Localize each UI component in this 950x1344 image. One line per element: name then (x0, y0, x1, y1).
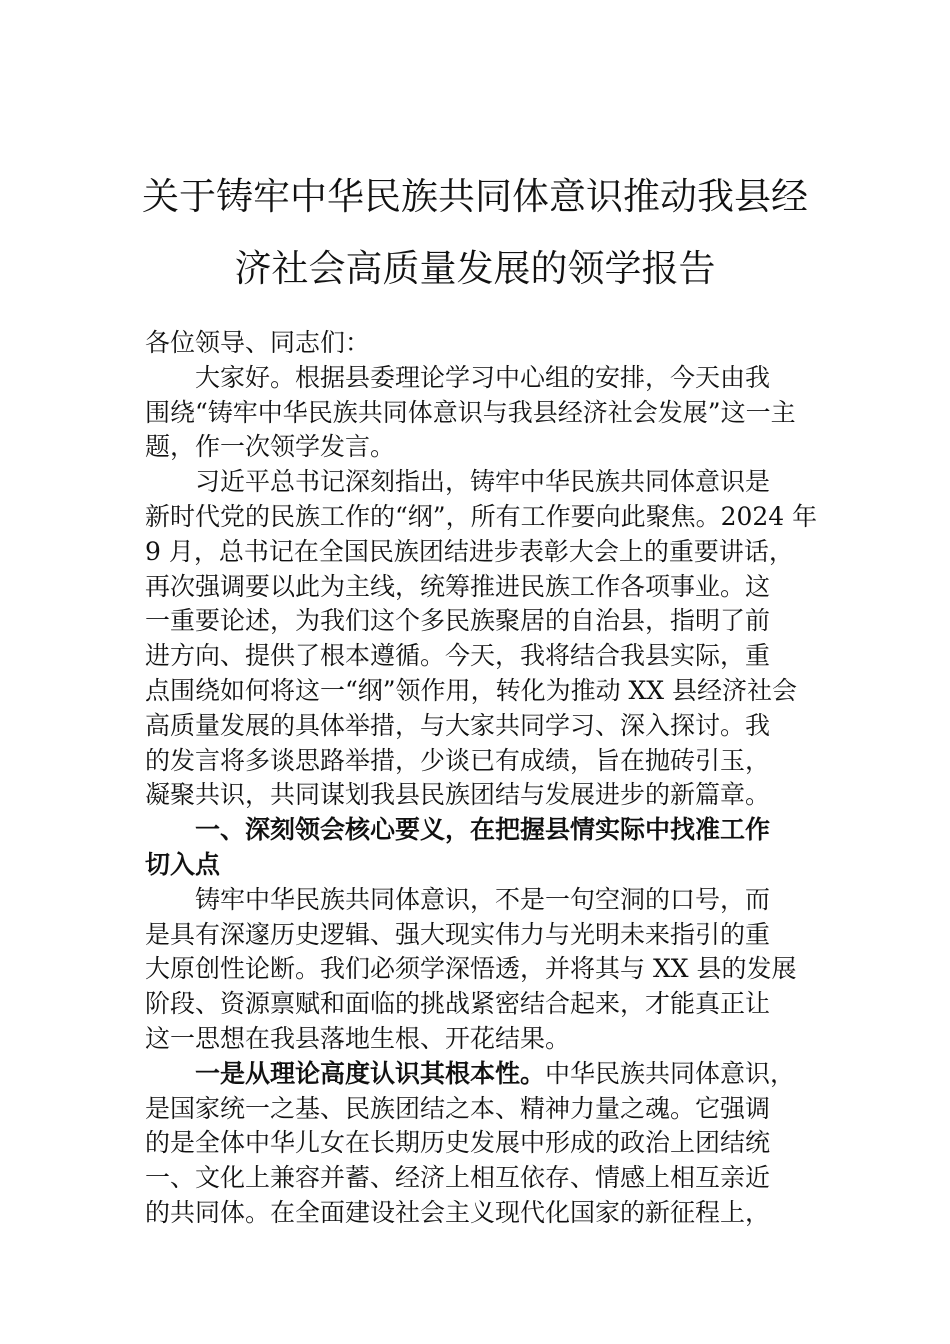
paragraph-line: 9 月，总书记在全国民族团结进步表彰大会上的重要讲话， (145, 536, 794, 566)
paragraph-line: 题，作一次领学发言。 (145, 432, 396, 462)
paragraph-line: 的发言将多谈思路举措，少谈已有成绩，旨在抛砖引玉， (145, 745, 771, 775)
paragraph-line: 一、文化上兼容并蓄、经济上相互依存、情感上相互亲近 (145, 1163, 771, 1193)
paragraph-line: 的共同体。在全面建设社会主义现代化国家的新征程上， (145, 1197, 771, 1227)
paragraph-line: 铸牢中华民族共同体意识，不是一句空洞的口号，而 (195, 884, 771, 914)
paragraph-line: 大家好。根据县委理论学习中心组的安排，今天由我 (195, 362, 771, 392)
paragraph-line: 点围绕如何将这一“纲”领作用，转化为推动 XX 县经济社会 (145, 675, 798, 705)
document-title-line-2: 济社会高质量发展的领学报告 (234, 247, 716, 290)
paragraph-line: 围绕“铸牢中华民族共同体意识与我县经济社会发展”这一主 (145, 397, 796, 427)
paragraph-line: 这一思想在我县落地生根、开花结果。 (145, 1023, 571, 1053)
paragraph-line: 再次强调要以此为主线，统筹推进民族工作各项事业。这 (145, 571, 771, 601)
paragraph-line: 新时代党的民族工作的“纲”，所有工作要向此聚焦。2024 年 (145, 501, 818, 531)
paragraph-line: 是具有深邃历史逻辑、强大现实伟力与光明未来指引的重 (145, 919, 771, 949)
paragraph-line: 大原创性论断。我们必须学深悟透，并将其与 XX 县的发展 (145, 954, 797, 984)
document-body (145, 326, 818, 1231)
paragraph-line: 阶段、资源禀赋和面临的挑战紧密结合起来，才能真正让 (145, 989, 771, 1019)
paragraph-text: 中华民族共同体意识， (545, 1058, 796, 1088)
paragraph-line: 一重要论述，为我们这个多民族聚居的自治县，指明了前 (145, 606, 771, 636)
section-heading-line: 切入点 (145, 849, 221, 879)
document-title-line-1: 关于铸牢中华民族共同体意识推动我县经 (142, 175, 808, 218)
paragraph-line: 凝聚共识，共同谋划我县民族团结与发展进步的新篇章。 (145, 780, 771, 810)
paragraph-line: 高质量发展的具体举措，与大家共同学习、深入探讨。我 (145, 710, 771, 740)
greeting: 各位领导、同志们： (145, 328, 371, 357)
paragraph-line: 是国家统一之基、民族团结之本、精神力量之魂。它强调 (145, 1093, 771, 1123)
paragraph-line: 习近平总书记深刻指出，铸牢中华民族共同体意识是 (195, 467, 771, 497)
section-heading-line: 一、深刻领会核心要义，在把握县情实际中找准工作 (195, 815, 771, 845)
bold-lead-phrase: 一是从理论高度认识其根本性。 (195, 1058, 546, 1088)
paragraph-line (145, 1057, 810, 1092)
paragraph-line: 的是全体中华儿女在长期历史发展中形成的政治上团结统 (145, 1128, 771, 1158)
paragraph-line: 进方向、提供了根本遵循。今天，我将结合我县实际，重 (145, 641, 771, 671)
